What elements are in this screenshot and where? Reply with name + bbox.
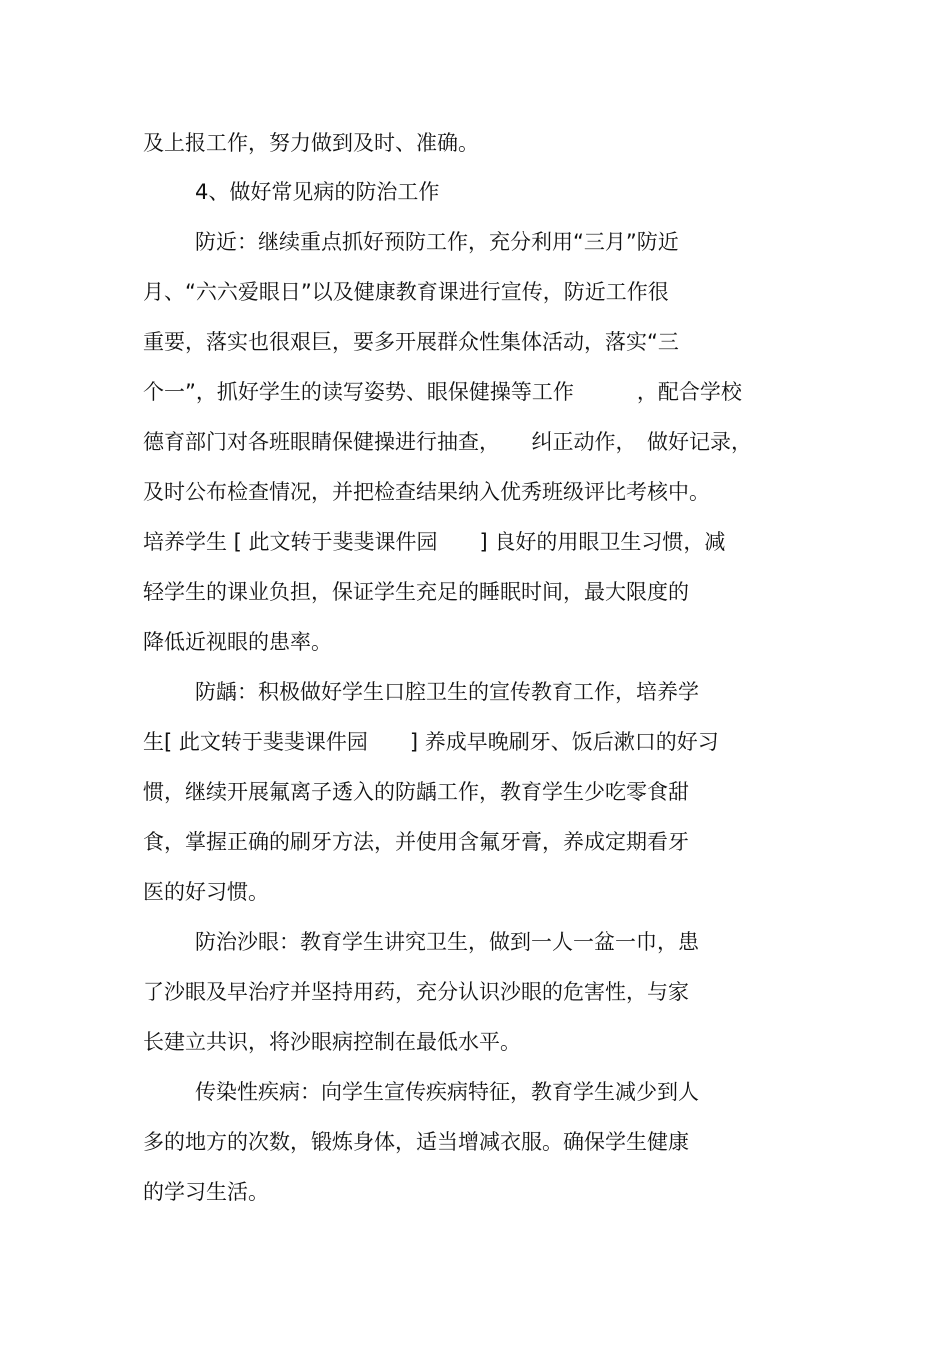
text-line: 多的地方的次数，锻炼身体，适当增减衣服。确保学生健康 — [143, 1130, 689, 1154]
text-line: 重要，落实也很艰巨，要多开展群众性集体活动，落实“三 — [143, 330, 679, 354]
text-line: 轻学生的课业负担，保证学生充足的睡眠时间，最大限度的 — [143, 580, 689, 604]
text-line: 惯，继续开展氟离子透入的防龋工作，教育学生少吃零食甜 — [143, 780, 689, 804]
text-line: 长建立共识，将沙眼病控制在最低水平。 — [143, 1030, 521, 1054]
text-line: 了沙眼及早治疗并坚持用药，充分认识沙眼的危害性，与家 — [143, 980, 689, 1004]
text-line: 个一”，抓好学生的读写姿势、眼保健操等工作 ，配合学校 — [143, 380, 742, 404]
section-heading: 4、做好常见病的防治工作 — [195, 180, 440, 204]
text-line: 及上报工作，努力做到及时、准确。 — [143, 131, 479, 155]
text-line: 降低近视眼的患率。 — [143, 630, 332, 654]
text-line: 医的好习惯。 — [143, 880, 269, 904]
text-line: 及时公布检查情况，并把检查结果纳入优秀班级评比考核中。 — [143, 480, 710, 504]
text-line: 的学习生活。 — [143, 1180, 269, 1204]
text-line: 培养学生 [ 此文转于斐斐课件园 ] 良好的用眼卫生习惯，减 — [143, 530, 726, 554]
text-line: 月、“六六爱眼日”以及健康教育课进行宣传，防近工作很 — [143, 280, 669, 304]
text-line: 生[ 此文转于斐斐课件园 ] 养成早晚刷牙、饭后漱口的好习 — [143, 730, 719, 754]
text-line: 防近：继续重点抓好预防工作，充分利用“三月”防近 — [195, 230, 679, 254]
text-line: 德育部门对各班眼睛保健操进行抽查， 纠正动作， 做好记录， — [143, 430, 752, 454]
text-line: 防治沙眼：教育学生讲究卫生，做到一人一盆一巾，患 — [195, 930, 699, 954]
text-line: 食，掌握正确的刷牙方法，并使用含氟牙膏，养成定期看牙 — [143, 830, 689, 854]
text-line: 传染性疾病：向学生宣传疾病特征，教育学生减少到人 — [195, 1080, 699, 1104]
text-line: 防龋：积极做好学生口腔卫生的宣传教育工作，培养学 — [195, 680, 699, 704]
